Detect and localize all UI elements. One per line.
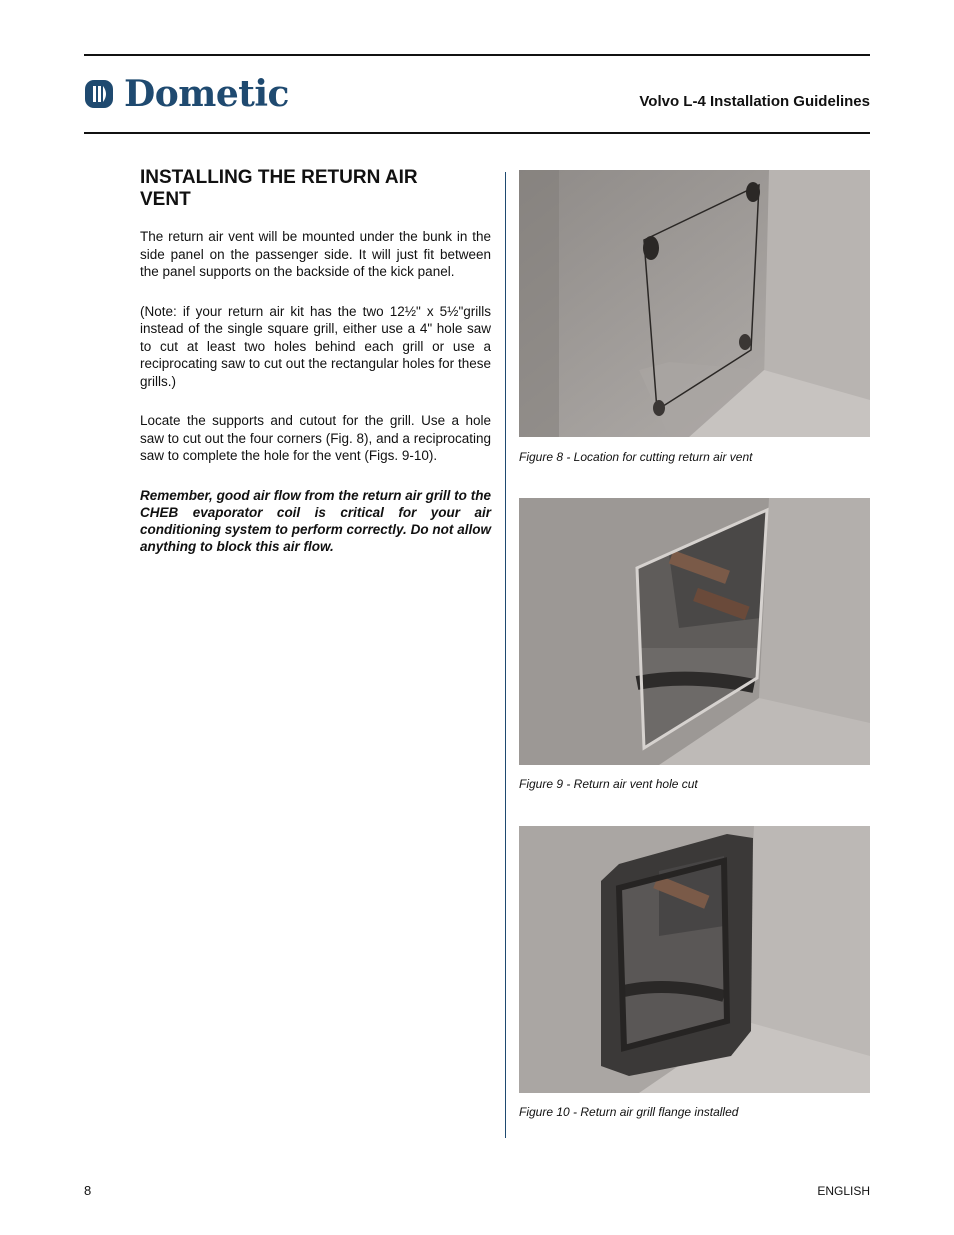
paragraph-mounting: The return air vent will be mounted under the bunk in the side panel on the passenger side. It will just fit between the panel supports on the backside of the kick panel. (140, 229, 491, 279)
header-top-rule (84, 54, 870, 56)
paragraph-cutout: Locate the supports and cutout for the grill. Use a hole saw to cut out the four corners (Fig. 8), and a reciprocating saw to complete the hole for the vent (Figs. 9-10). (140, 413, 491, 463)
brand-wordmark: Dometic (124, 73, 289, 115)
header-bottom-rule (84, 132, 870, 134)
column-divider (505, 172, 506, 1138)
language-label: ENGLISH (817, 1184, 870, 1198)
dometic-d-logo-icon (84, 79, 114, 109)
brand-logo (84, 73, 289, 115)
figure-9-photo (519, 498, 870, 765)
paragraph-note: (Note: if your return air kit has the two 12½" x 5½"grills instead of the single square grill, either use a 4" hole saw to cut at least two holes behind each grill or use a reciprocating saw to cut out the rectangular holes for these grills.) (140, 303, 491, 389)
figure-10-caption: Figure 10 - Return air grill flange installed (519, 1105, 739, 1119)
figure-8-photo (519, 170, 870, 437)
figure-10-photo (519, 826, 870, 1093)
airflow-warning: Remember, good air flow from the return air grill to the CHEB evaporator coil is critical for your air conditioning system to perform correctly. Do not allow anything to block this air flow. (140, 487, 491, 554)
document-title: Volvo L-4 Installation Guidelines (639, 93, 870, 110)
page-number: 8 (84, 1183, 92, 1198)
section-heading: INSTALLING THE RETURN AIR VENT (140, 167, 418, 210)
figure-9-caption: Figure 9 - Return air vent hole cut (519, 777, 698, 791)
figure-8-caption: Figure 8 - Location for cutting return air vent (519, 450, 753, 464)
text-column (140, 167, 491, 577)
